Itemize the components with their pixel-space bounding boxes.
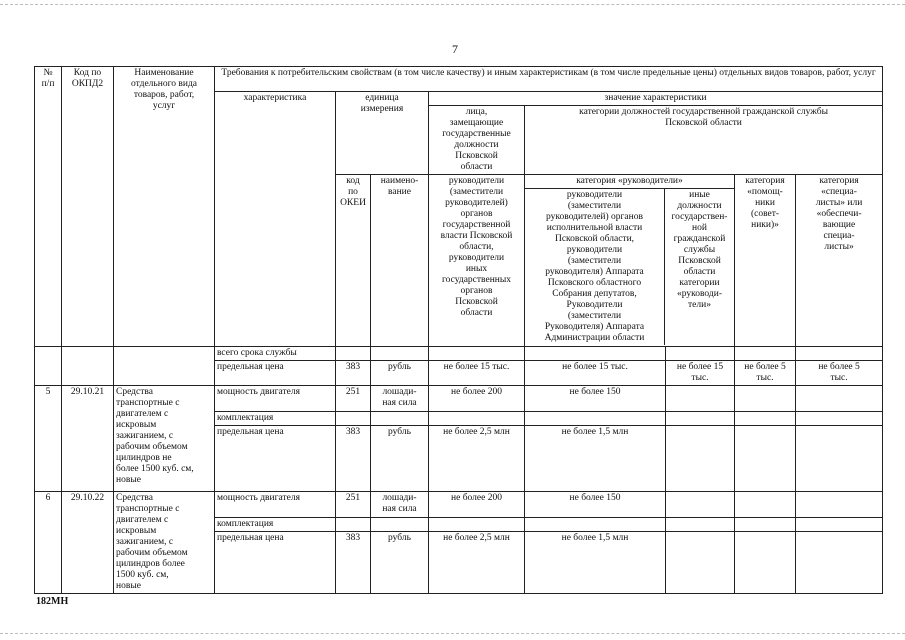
row5-price-unit: рубль [371, 426, 429, 492]
row5-power-label: мощность двигателя [215, 386, 336, 412]
cont-empty-unit [371, 347, 429, 361]
cont-empty-v3 [666, 347, 735, 361]
row5-price-v2: не более 1,5 млн [525, 426, 666, 492]
scan-edge-bottom [0, 633, 905, 634]
row5-equipment: комплектация [215, 412, 336, 426]
row6-price-v2: не более 1,5 млн [525, 532, 666, 594]
row6-eq-v3 [666, 517, 735, 531]
row5-okpd: 29.10.21 [62, 386, 114, 492]
row5-eq-v5 [796, 412, 883, 426]
row5-power-v3 [666, 386, 735, 412]
row5-eq-v4 [735, 412, 796, 426]
header-categories: категории должностей государственной гражданской службы Псковской области [525, 106, 883, 175]
row6-price-v4 [735, 532, 796, 594]
cont-lifetime: всего срока службы [215, 347, 336, 361]
row6-power-v4 [735, 492, 796, 518]
cont-price-v1: не более 15 тыс. [429, 361, 525, 386]
row6-power-code: 251 [336, 492, 371, 518]
row5-eq-v3 [666, 412, 735, 426]
footer-code: 182МН [36, 596, 69, 607]
cont-price-v3: не более 15 тыс. [666, 361, 735, 386]
row5-price-v3 [666, 426, 735, 492]
row6-eq-v5 [796, 517, 883, 531]
row5-num: 5 [35, 386, 62, 492]
cont-empty-v5 [796, 347, 883, 361]
row5-price-code: 383 [336, 426, 371, 492]
row6-power-v5 [796, 492, 883, 518]
header-okpd: Код по ОКПД2 [62, 67, 114, 347]
cont-name [114, 347, 215, 386]
header-persons: лица, замещающие государственные должности Псковской области [429, 106, 525, 175]
row6-okpd: 29.10.22 [62, 492, 114, 594]
cont-price-unit: рубль [371, 361, 429, 386]
header-cat-leaders-executive: руководители (заместители руководителей) органов исполнительной власти Псковской области, руководители (заместители руководителя) Аппарата Псковского областного Собрания депутатов, Руководители (заместители Руководителя) Аппарата Администрации области [525, 189, 665, 345]
cont-empty-v2 [525, 347, 666, 361]
scan-edge-top [0, 4, 905, 5]
row6-price-v3 [666, 532, 735, 594]
cont-price-label: предельная цена [215, 361, 336, 386]
row6-eq-unit [371, 517, 429, 531]
row5-power-unit: лошади- ная сила [371, 386, 429, 412]
cont-price-v4: не более 5 тыс. [735, 361, 796, 386]
row5-power-v5 [796, 386, 883, 412]
row6-power-v2: не более 150 [525, 492, 666, 518]
row6-price-v1: не более 2,5 млн [429, 532, 525, 594]
cont-price-v5: не более 5 тыс. [796, 361, 883, 386]
header-unit-name: наимено- вание [371, 175, 429, 347]
row6-power-v1: не более 200 [429, 492, 525, 518]
row5-eq-code [336, 412, 371, 426]
row5-price-v4 [735, 426, 796, 492]
cont-price-v2: не более 15 тыс. [525, 361, 666, 386]
row5-name: Средства транспортные с двигателем с искровым зажиганием, с рабочим объемом цилиндров не более 1500 куб. см, новые [114, 386, 215, 492]
row6-equipment: комплектация [215, 517, 336, 531]
row5-power-code: 251 [336, 386, 371, 412]
row5-power-v4 [735, 386, 796, 412]
row5-price-label: предельная цена [215, 426, 336, 492]
cont-num [35, 347, 62, 386]
row6-eq-v1 [429, 517, 525, 531]
row6-eq-v2 [525, 517, 666, 531]
header-name: Наименование отдельного вида товаров, работ, услуг [114, 67, 215, 347]
page-number: 7 [452, 42, 458, 56]
row6-power-label: мощность двигателя [215, 492, 336, 518]
header-cat-leaders-other: иные должности государствен- ной гражданской службы Псковской области категории «руководи- тели» [671, 190, 728, 310]
row5-eq-unit [371, 412, 429, 426]
header-cat-specialists: категория «специа- листы» или «обеспечи- вающие специа- листы» [796, 175, 883, 347]
header-characteristic: характеристика [215, 92, 336, 347]
header-category-leaders-title: категория «руководители» [525, 175, 734, 189]
header-num: № п/п [35, 67, 62, 347]
row6-power-unit: лошади- ная сила [371, 492, 429, 518]
row6-num: 6 [35, 492, 62, 594]
row6-eq-code [336, 517, 371, 531]
cont-empty-v1 [429, 347, 525, 361]
row6-price-v5 [796, 532, 883, 594]
cont-price-code: 383 [336, 361, 371, 386]
header-value: значение характеристики [429, 92, 883, 106]
header-okei-code: код по ОКЕИ [336, 175, 371, 347]
row6-power-v3 [666, 492, 735, 518]
row5-price-v5 [796, 426, 883, 492]
row6-price-unit: рубль [371, 532, 429, 594]
requirements-table [34, 66, 883, 594]
header-leaders: руководители (заместители руководителей) органов государственной власти Псковской области, руководители иных государственных органов Псковской области [429, 175, 525, 347]
cont-okpd [62, 347, 114, 386]
row5-eq-v2 [525, 412, 666, 426]
header-requirements: Требования к потребительским свойствам (в том числе качеству) и иным характеристикам (в том числе предельные цены) отдельных видов товаров, работ, услуг [215, 67, 883, 92]
header-unit: единица измерения [336, 92, 429, 175]
row6-eq-v4 [735, 517, 796, 531]
row6-price-label: предельная цена [215, 532, 336, 594]
cont-empty-code [336, 347, 371, 361]
row6-name: Средства транспортные с двигателем с искровым зажиганием, с рабочим объемом цилиндров более 1500 куб. см, новые [114, 492, 215, 594]
row5-power-v2: не более 150 [525, 386, 666, 412]
header-cat-assistants: категория «помощ- ники (совет- ники)» [735, 175, 796, 347]
row5-eq-v1 [429, 412, 525, 426]
cont-empty-v4 [735, 347, 796, 361]
row5-power-v1: не более 200 [429, 386, 525, 412]
row6-price-code: 383 [336, 532, 371, 594]
row5-price-v1: не более 2,5 млн [429, 426, 525, 492]
header-category-leaders [525, 175, 735, 347]
